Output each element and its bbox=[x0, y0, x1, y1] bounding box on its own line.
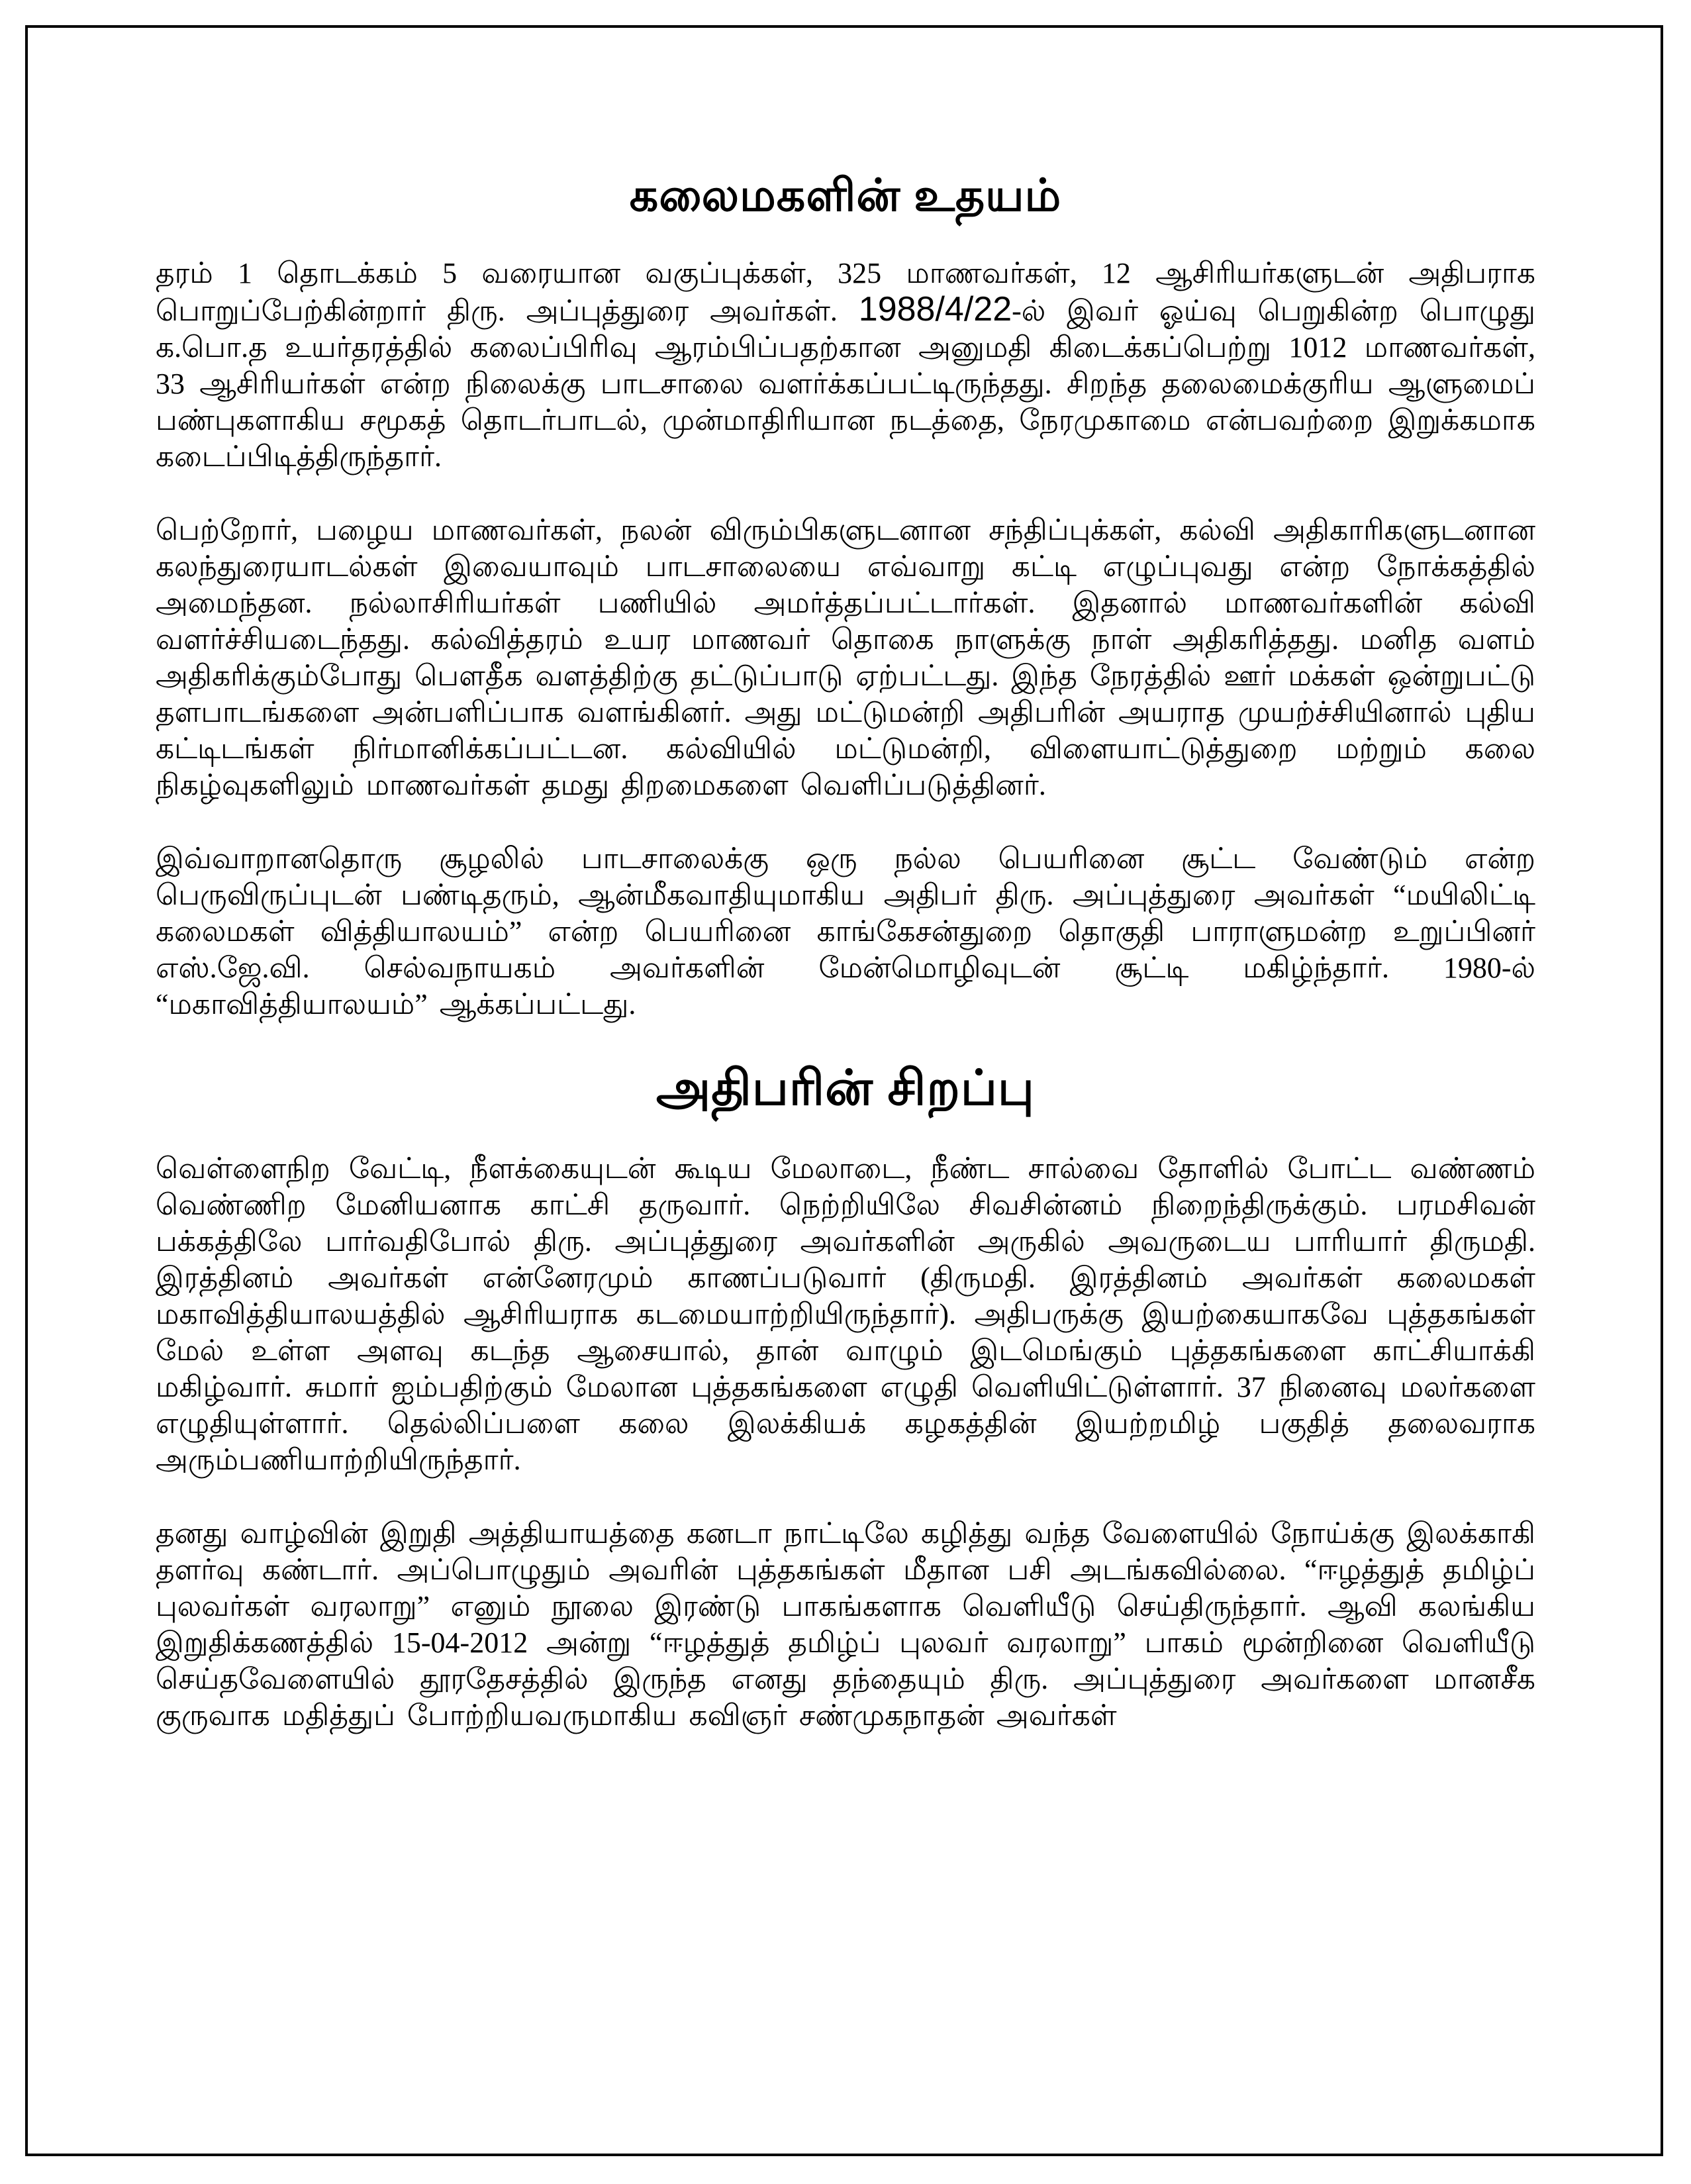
paragraph-5: தனது வாழ்வின் இறுதி அத்தியாயத்தை கனடா நாட்டிலே கழித்து வந்த வேளையில் நோய்க்கு இலக்காகி தளர்வு கண்டார். அப்பொழுதும் அவரின் புத்தகங்கள் மீதான பசி அடங்கவில்லை. “ஈழத்துத் தமிழ்ப் புலவர்கள் வரலாறு” எனும் நூலை இரண்டு பாகங்களாக வெளியீடு செய்திருந்தார். ஆவி கலங்கிய இறுதிக்கணத்தில் 15-04-2012 அன்று “ஈழத்துத் தமிழ்ப் புலவர் வரலாறு” பாகம் மூன்றினை வெளியீடு செய்தவேளையில் தூரதேசத்தில் இருந்த எனது தந்தையும் திரு. அப்புத்துரை அவர்களை மானசீக குருவாக மதித்துப் போற்றியவருமாகிய கவிஞர் சண்முகநாதன் அவர்கள் bbox=[156, 1516, 1535, 1732]
paragraph-1-text-before-date: தரம் 1 தொடக்கம் 5 வரையான வகுப்புக்கள், 325 மாணவர்கள், 12 ஆசிரியர்களுடன் அதிபராக பொறுப்பேற்கின்றார் திரு. அப்புத்துரை அவர்கள். bbox=[156, 256, 1535, 327]
paragraph-1-text-after-date: -ல் இவர் ஓய்வு பெறுகின்ற பொழுது க.பொ.த உயர்தரத்தில் கலைப்பிரிவு ஆரம்பிப்பதற்கான அனுமதி கிடைக்கப்பெற்று 1012 மாணவர்கள், 33 ஆசிரியர்கள் என்ற நிலைக்கு பாடசாலை வளர்க்கப்பட்டிருந்தது. சிறந்த தலைமைக்குரிய ஆளுமைப் பண்புகளாகிய சமூகத் தொடர்பாடல், முன்மாதிரியான நடத்தை, நேரமுகாமை என்பவற்றை இறுக்கமாக கடைப்பிடித்திருந்தார். bbox=[156, 294, 1535, 473]
paragraph-2: பெற்றோர், பழைய மாணவர்கள், நலன் விரும்பிகளுடனான சந்திப்புக்கள், கல்வி அதிகாரிகளுடனான கலந்துரையாடல்கள் இவையாவும் பாடசாலையை எவ்வாறு கட்டி எழுப்புவது என்ற நோக்கத்தில் அமைந்தன. நல்லாசிரியர்கள் பணியில் அமர்த்தப்பட்டார்கள். இதனால் மாணவர்களின் கல்வி வளர்ச்சியடைந்தது. கல்வித்தரம் உயர மாணவர் தொகை நாளுக்கு நாள் அதிகரித்தது. மனித வளம் அதிகரிக்கும்போது பௌதீக வளத்திற்கு தட்டுப்பாடு ஏற்பட்டது. இந்த நேரத்தில் ஊர் மக்கள் ஒன்றுபட்டு தளபாடங்களை அன்பளிப்பாக வளங்கினர். அது மட்டுமன்றி அதிபரின் அயராத முயற்ச்சியினால் புதிய கட்டிடங்கள் நிர்மானிக்கப்பட்டன. கல்வியில் மட்டுமன்றி, விளையாட்டுத்துறை மற்றும் கலை நிகழ்வுகளிலும் மாணவர்கள் தமது திறமைகளை வெளிப்படுத்தினர். bbox=[156, 513, 1535, 801]
paragraph-3: இவ்வாறானதொரு சூழலில் பாடசாலைக்கு ஒரு நல்ல பெயரினை சூட்ட வேண்டும் என்ற பெருவிருப்புடன் பண்டிதரும், ஆன்மீகவாதியுமாகிய அதிபர் திரு. அப்புத்துரை அவர்கள் “மயிலிட்டி கலைமகள் வித்தியாலயம்” என்ற பெயரினை காங்கேசன்துறை தொகுதி பாராளுமன்ற உறுப்பினர் எஸ்.ஜே.வி. செல்வநாயகம் அவர்களின் மேன்மொழிவுடன் சூட்டி மகிழ்ந்தார். 1980-ல் “மகாவித்தியாலயம்” ஆக்கப்பட்டது. bbox=[156, 842, 1535, 1020]
section-title: அதிபரின் சிறப்பு bbox=[656, 1060, 1035, 1115]
paragraph-1 bbox=[156, 255, 1535, 475]
paragraph-4: வெள்ளைநிற வேட்டி, நீளக்கையுடன் கூடிய மேலாடை, நீண்ட சால்வை தோளில் போட்ட வண்ணம் வெண்ணிற மேனியனாக காட்சி தருவார். நெற்றியிலே சிவசின்னம் நிறைந்திருக்கும். பரமசிவன் பக்கத்திலே பார்வதிபோல் திரு. அப்புத்துரை அவர்களின் அருகில் அவருடைய பாரியார் திருமதி. இரத்தினம் அவர்கள் என்னேரமும் காணப்படுவார் (திருமதி. இரத்தினம் அவர்கள் கலைமகள் மகாவித்தியாலயத்தில் ஆசிரியராக கடமையாற்றியிருந்தார்). அதிபருக்கு இயற்கையாகவே புத்தகங்கள் மேல் உள்ள அளவு கடந்த ஆசையால், தான் வாழும் இடமெங்கும் புத்தகங்களை காட்சியாக்கி மகிழ்வார். சுமார் ஐம்பதிற்கும் மேலான புத்தகங்களை எழுதி வெளியிட்டுள்ளார். 37 நினைவு மலர்களை எழுதியுள்ளார். தெல்லிப்பளை கலை இலக்கியக் கழகத்தின் இயற்றமிழ் பகுதித் தலைவராக அரும்பணியாற்றியிருந்தார். bbox=[156, 1152, 1535, 1476]
document-content bbox=[156, 169, 1535, 1771]
retirement-date: 1988/4/22 bbox=[858, 289, 1012, 328]
main-title: கலைமகளின் உதயம் bbox=[629, 170, 1062, 221]
